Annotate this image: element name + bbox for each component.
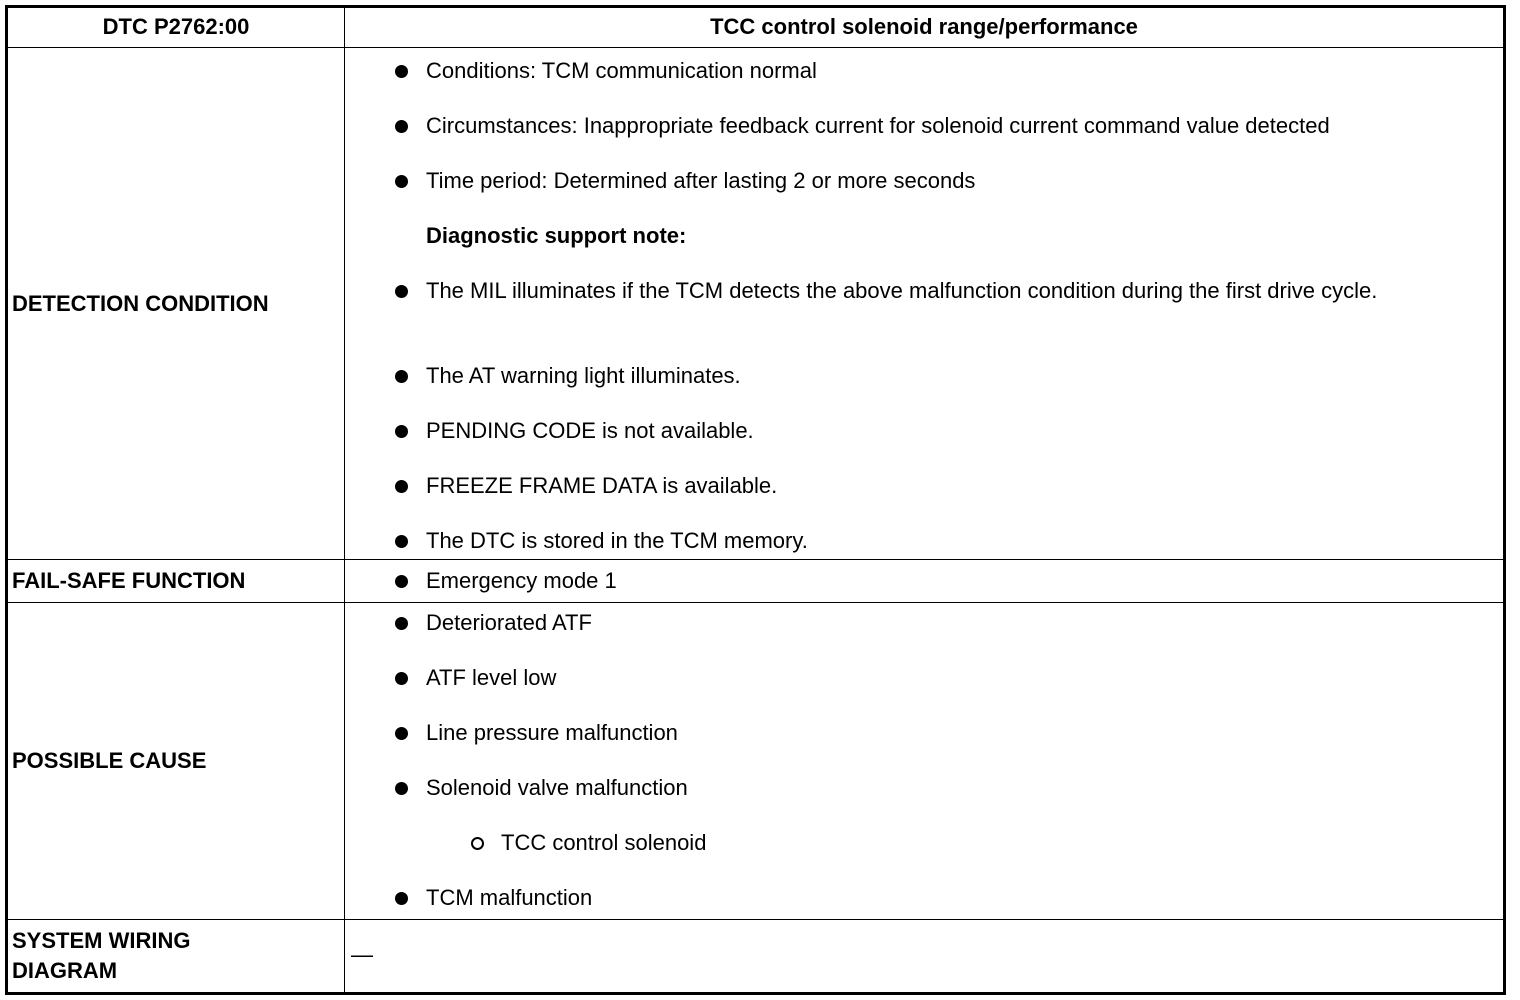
wiring-diagram-content [345, 920, 1503, 992]
dtc-title: TCC control solenoid range/performance [710, 14, 1138, 39]
wiring-diagram-label: SYSTEM WIRING DIAGRAM [12, 928, 191, 983]
detection-condition-content: Conditions: TCM communication normal Circumstances: Inappropriate feedback current for solenoid current command value detected Time period: Determined after lasting 2 or more seconds Diagnostic support note: The MIL illuminates if the TCM detects the above malfunction condition during the first drive cycle. The AT warning light illuminates. PENDING CODE is not available. FREEZE FRAME DATA is available. The DTC is stored in the TCM memory. [345, 48, 1503, 559]
bullet-icon [395, 672, 408, 685]
diagnostic-note-title: Diagnostic support note: [426, 223, 687, 248]
detection-condition-label: DETECTION CONDITION [12, 290, 269, 316]
failsafe-content: Emergency mode 1 [345, 560, 1503, 602]
possible-cause-label: POSSIBLE CAUSE [12, 748, 207, 773]
hollow-bullet-icon [471, 837, 484, 850]
possible-cause-content: Deteriorated ATF ATF level low Line pressure malfunction Solenoid valve malfunction TCC control solenoid TCM malfunction [345, 603, 1503, 919]
bullet-icon [395, 782, 408, 795]
bullet-icon [395, 370, 408, 383]
dtc-code: DTC P2762:00 [102, 14, 250, 39]
bullet-icon [395, 120, 408, 133]
bullet-icon [395, 65, 408, 78]
bullet-icon [395, 480, 408, 493]
bullet-icon [395, 575, 408, 588]
wiring-diagram-value: — [351, 942, 373, 967]
bullet-icon [395, 727, 408, 740]
failsafe-label: FAIL-SAFE FUNCTION [12, 568, 246, 593]
bullet-icon [395, 617, 408, 630]
bullet-icon [395, 285, 408, 298]
bullet-icon [395, 892, 408, 905]
bullet-icon [395, 535, 408, 548]
dtc-table [5, 5, 1506, 995]
bullet-icon [395, 425, 408, 438]
bullet-icon [395, 175, 408, 188]
